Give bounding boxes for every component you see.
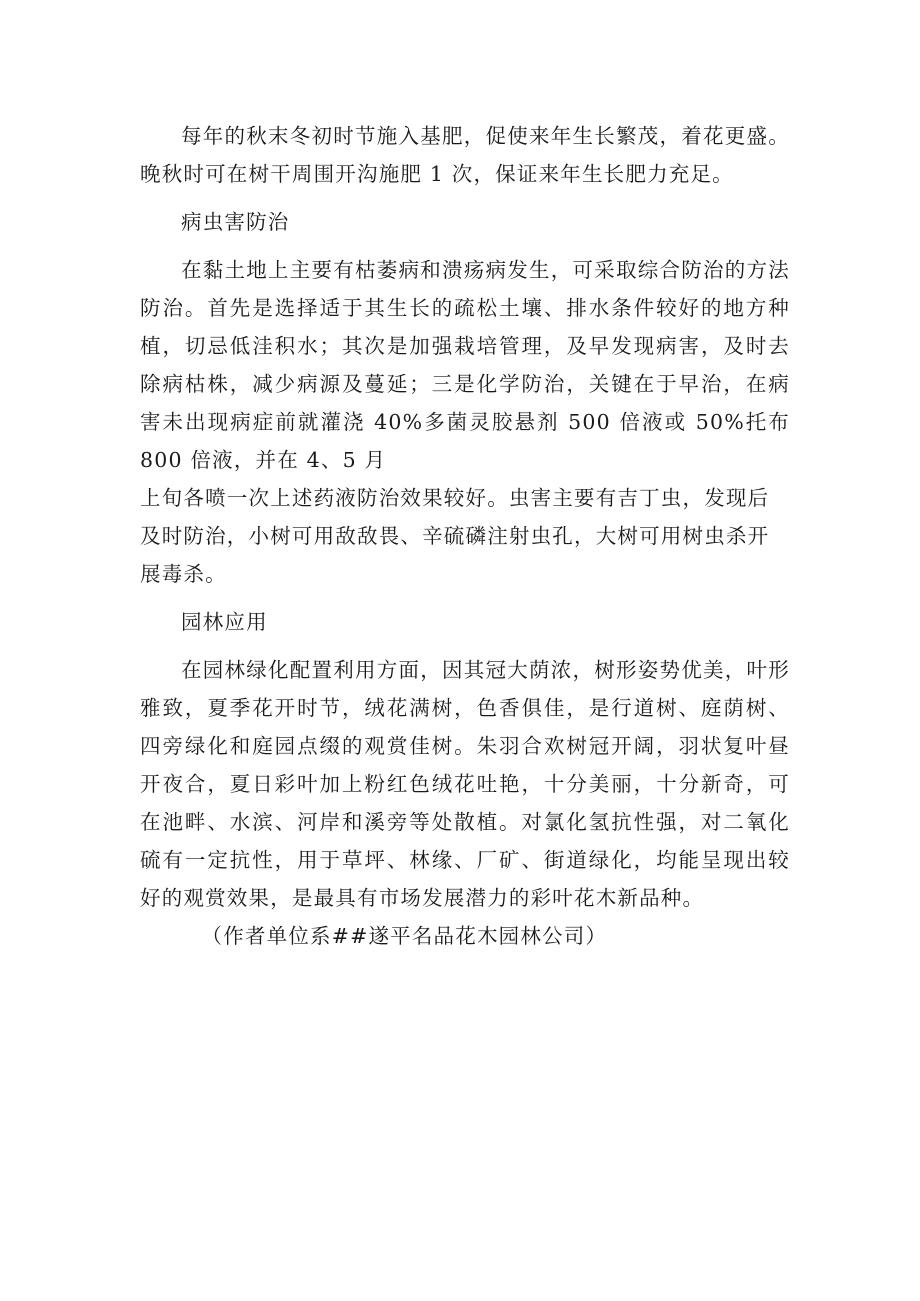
paragraph-garden-application: 在园林绿化配置利用方面，因其冠大荫浓，树形姿势优美，叶形雅致，夏季花开时节，绒花满树，色香俱佳，是行道树、庭荫树、四旁绿化和庭园点缀的观赏佳树。朱羽合欢树冠开阔，羽状复叶昼开夜合，夏日彩叶加上粉红色绒花吐艳，十分美丽，十分新奇，可在池畔、水滨、河岸和溪旁等处散植。对氯化氢抗性强，对二氧化硫有一定抗性，用于草坪、林缘、厂矿、街道绿化，均能呈现出较好的观赏效果，是最具有市场发展潜力的彩叶花木新品种。 xyxy=(140,658,790,910)
author-affiliation: （作者单位系##遂平名品花木园林公司） xyxy=(201,924,608,948)
section-heading-garden-use: 园林应用 xyxy=(181,610,268,634)
paragraph-insect-control: 上旬各喷一次上述药液防治效果较好。虫害主要有吉丁虫，发现后及时防治，小树可用敌敌畏、辛硫磷注射虫孔，大树可用树虫杀开展毒杀。 xyxy=(140,486,770,586)
section-heading-pest-control: 病虫害防治 xyxy=(181,210,290,234)
paragraph-fertilizing: 每年的秋末冬初时节施入基肥，促使来年生长繁茂，着花更盛。晚秋时可在树干周围开沟施肥 1 次，保证来年生长肥力充足。 xyxy=(140,124,790,186)
document-body xyxy=(140,117,790,955)
paragraph-disease-control: 在黏土地上主要有枯萎病和溃疡病发生，可采取综合防治的方法防治。首先是选择适于其生长的疏松土壤、排水条件较好的地方种植，切忌低洼积水；其次是加强栽培管理，及早发现病害，及时去除病枯株，减少病源及蔓延；三是化学防治，关键在于早治，在病害未出现病症前就灌浇 40%多菌灵胶悬剂 500 倍液或 50%托布 800 倍液，并在 4、5 月 xyxy=(140,258,790,472)
